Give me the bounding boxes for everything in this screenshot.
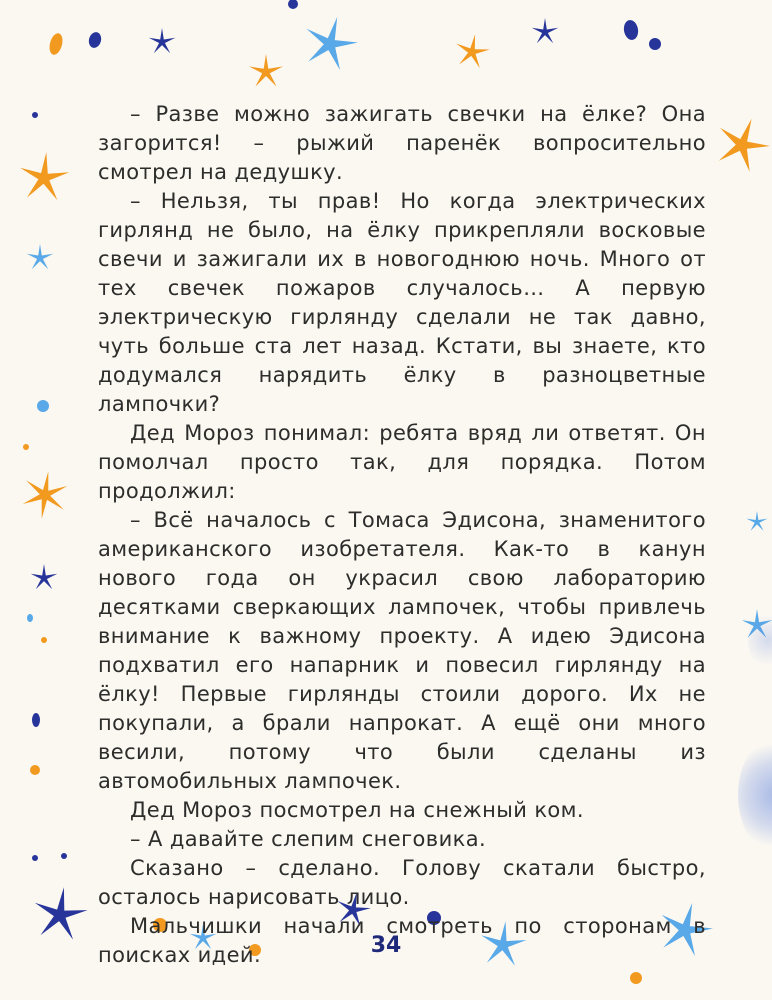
star-icon — [149, 28, 176, 53]
star-icon — [31, 564, 58, 589]
dot-icon — [27, 614, 33, 622]
star-icon — [747, 511, 768, 531]
star-icon — [249, 54, 283, 87]
paragraph: Дед Мороз понимал: ребята вряд ли ответят. Он помолчал просто так, для порядка. Потом продолжил: — [98, 421, 706, 503]
paragraph: Мальчишки начали смотреть по сторонам в поисках идей. — [98, 914, 706, 967]
dot-icon — [649, 38, 661, 50]
dot-icon — [32, 713, 40, 727]
star-icon — [35, 887, 88, 939]
dot-icon — [630, 972, 642, 984]
star-icon — [23, 471, 68, 519]
dot-icon — [87, 31, 103, 50]
star-icon — [532, 18, 559, 43]
dot-icon — [32, 855, 38, 861]
dot-icon — [41, 637, 47, 643]
dot-icon — [30, 765, 40, 775]
dot-icon — [47, 32, 64, 56]
page-number: 34 — [370, 933, 402, 958]
paragraph: Сказано – сделано. Голову скатали быстро, осталось нарисовать лицо. — [98, 856, 706, 909]
paragraph: Дед Мороз посмотрел на снежный ком. — [130, 798, 584, 822]
paragraph: – Нельзя, ты прав! Но когда электрических гирлянд не было, на ёлку прикрепляли восковые свечи и зажигали их в новогоднюю ночь. Много от тех свечек пожаров случалось… А первую электрическую гирлянду сделали не так давно, чуть больше ста лет назад. Кстати, вы знаете, кто додумался нарядить ёлку в разноцветные лампочки? — [98, 189, 706, 416]
star-icon — [719, 119, 770, 172]
paragraph: – Всё началось с Томаса Эдисона, знаменитого американского изобретателя. Как-то в канун нового года он украсил свою лабораторию десятками сверкающих лампочек, чтобы привлечь внимание к важному проекту. А идею Эдисона подхватил его напарник и повесил гирлянду на ёлку! Первые гирлянды стоили дорого. Их не покупали, а брали напрокат. А ещё они много весили, потому что были сделаны из автомобильных лампочек. — [98, 508, 706, 793]
dot-icon — [23, 444, 29, 450]
story-text — [98, 100, 706, 970]
star-icon — [307, 17, 359, 70]
paragraph: – А давайте слепим снеговика. — [130, 827, 487, 851]
dot-icon — [288, 0, 298, 9]
dot-icon — [32, 112, 38, 118]
star-icon — [20, 152, 69, 200]
dot-icon — [622, 19, 639, 41]
dot-icon — [37, 400, 49, 412]
paragraph: – Разве можно зажигать свечки на ёлке? Она загорится! – рыжий паренёк вопросительно смотрел на дедушку. — [98, 102, 706, 184]
dot-icon — [61, 853, 67, 859]
star-icon — [27, 244, 54, 269]
star-icon — [456, 34, 490, 68]
